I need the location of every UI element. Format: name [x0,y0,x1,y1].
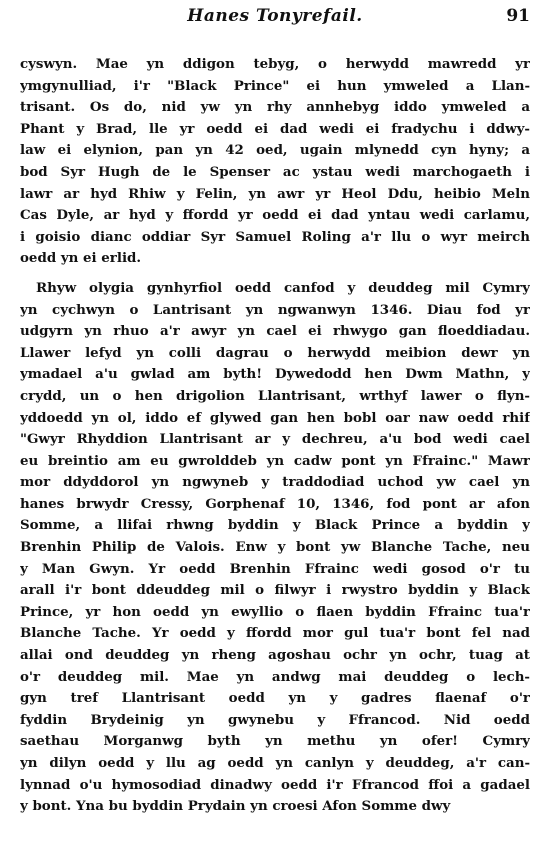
text-line: Prince, yr hon oedd yn ewyllio o flaen byddin Ffrainc tua'r [20,603,530,620]
text-line: lawr ar hyd Rhiw y Felin, yn awr yr Heol Ddu, heibio Meln [20,185,530,202]
text-line: y Man Gwyn. Yr oedd Brenhin Ffrainc wedi gosod o'r tu [20,560,530,577]
text-line: i goisio dianc oddiar Syr Samuel Roling a'r llu o wyr meirch [20,228,530,245]
paragraph [20,54,530,270]
text-line: yn dilyn oedd y llu ag oedd yn canlyn y deuddeg, a'r can- [20,755,530,771]
text-line: Llawer lefyd yn colli dagrau o herwydd meibion dewr yn [20,344,530,361]
page-header [20,6,530,34]
text-line: udgyrn yn rhuo a'r awyr yn cael ei rhwygo gan floeddiadau. [20,323,530,340]
text-line: cyswyn. Mae yn ddigon tebyg, o herwydd mawredd yr [20,56,530,72]
text-line: arall i'r bont ddeuddeg mil o filwyr i rwystro byddin y Black [20,582,530,599]
text-line: "Gwyr Rhyddion Llantrisant ar y dechreu, a'u bod wedi cael [20,431,530,448]
text-line: yn cychwyn o Lantrisant yn ngwanwyn 1346. Diau fod yr [20,301,530,318]
text-line: saethau Morganwg byth yn methu yn ofer! Cymry [20,733,530,750]
text-line: Brenhin Philip de Valois. Enw y bont yw Blanche Tache, neu [20,539,530,556]
text-line: oedd yn ei erlid. [20,250,142,267]
text-line: Rhyw olygia gynhyrfiol oedd canfod y deuddeg mil Cymry [36,279,530,296]
text-line: gyn tref Llantrisant oedd yn y gadres flaenaf o'r [20,690,530,707]
text-line: o'r deuddeg mil. Mae yn andwg mai deuddeg o lech- [20,668,530,685]
text-line: Somme, a llifai rhwng byddin y Black Prince a byddin y [20,517,530,534]
text-line: ymgynulliad, i'r "Black Prince" ei hun ymweled a Llan- [20,77,530,94]
paragraph-gap [20,270,530,278]
text-line: allai ond deuddeg yn rheng agoshau ochr yn ochr, tuag at [20,647,530,664]
running-title: Hanes Tonyrefail. [187,6,363,26]
text-line: trisant. Os do, nid yw yn rhy annhebyg iddo ymweled a [20,99,530,116]
text-line: mor ddyddorol yn ngwyneb y traddodiad uchod yw cael yn [20,474,530,491]
text-line: bod Syr Hugh de le Spenser ac ystau wedi marchogaeth i [20,163,530,180]
text-line: law ei elynion, pan yn 42 oed, ugain mlynedd cyn hyny; a [20,142,530,159]
text-line: eu breintio am eu gwrolddeb yn cadw pont yn Ffrainc." Mawr [20,452,530,469]
text-line: Cas Dyle, ar hyd y ffordd yr oedd ei dad yntau wedi carlamu, [20,207,530,224]
paragraph [20,278,530,818]
text-line: crydd, un o hen drigolion Llantrisant, wrthyf lawer o flyn- [20,387,530,404]
text-line: fyddin Brydeinig yn gwynebu y Ffrancod. Nid oedd [20,711,530,728]
text-line: yddoedd yn ol, iddo ef glywed gan hen bobl oar naw oedd rhif [20,409,530,426]
body-text [20,54,530,818]
text-line: hanes brwydr Cressy, Gorphenaf 10, 1346, fod pont ar afon [20,495,530,512]
page-number: 91 [506,6,530,26]
text-line: ymadael a'u gwlad am byth! Dywedodd hen Dwm Mathn, y [20,366,530,383]
text-line: lynnad o'u hymosodiad dinadwy oedd i'r Ffrancod ffoi a gadael [20,776,530,793]
text-line: y bont. Yna bu byddin Prydain yn croesi Afon Somme dwy [20,798,451,815]
text-line: Blanche Tache. Yr oedd y ffordd mor gul tua'r bont fel nad [20,625,530,642]
text-line: Phant y Brad, lle yr oedd ei dad wedi ei fradychu i ddwy- [20,120,530,137]
